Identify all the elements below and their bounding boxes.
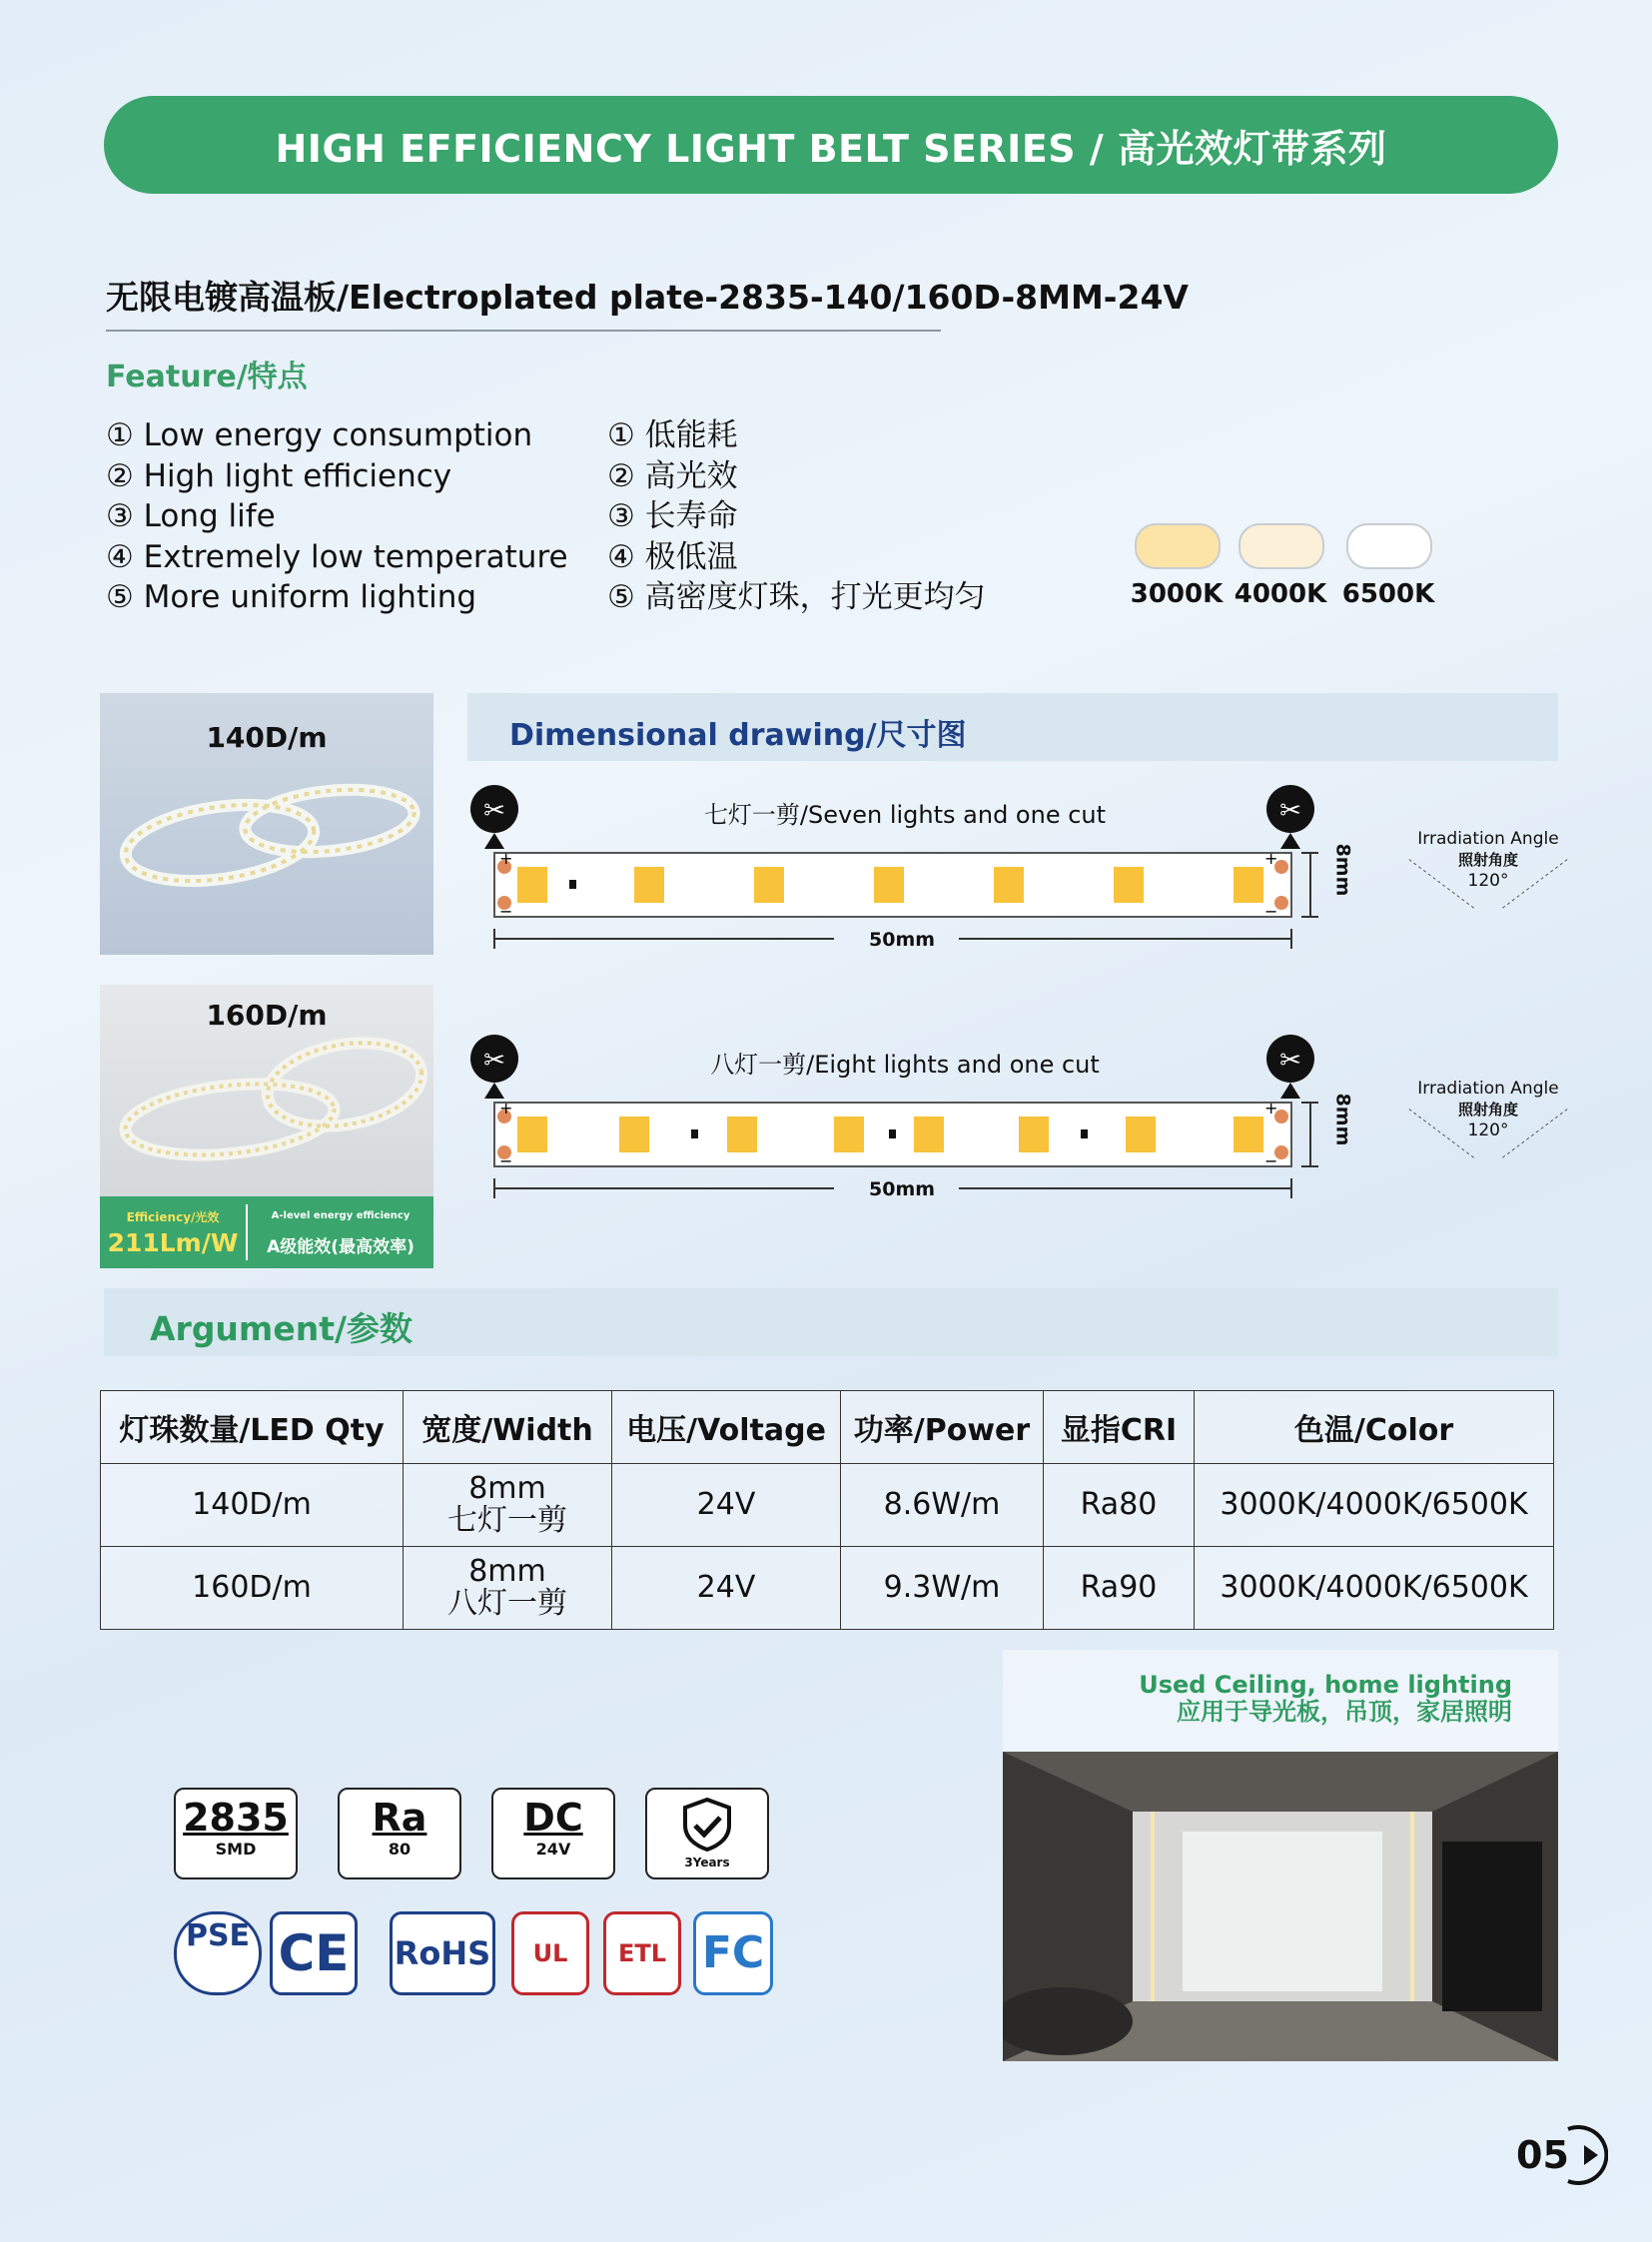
irradiation-angle-value: 120° bbox=[1467, 1121, 1509, 1140]
usage-caption bbox=[1009, 1672, 1512, 1726]
cert-label: RoHS bbox=[394, 1934, 491, 1972]
width-value: 8mm bbox=[468, 1554, 546, 1589]
usage-caption-en: Used Ceiling, home lighting bbox=[1139, 1671, 1512, 1699]
feature-item: ③ Long life bbox=[106, 498, 276, 534]
swatch-label: 4000K bbox=[1234, 579, 1327, 609]
room-scene-image bbox=[1003, 1752, 1558, 2061]
feature-item: ⑤ More uniform lighting bbox=[106, 579, 477, 615]
strip-caption: 八灯一剪/Eight lights and one cut bbox=[710, 1051, 1100, 1079]
feature-item: ④ Extremely low temperature bbox=[106, 538, 568, 575]
column-header: 功率/Power bbox=[841, 1391, 1044, 1464]
ul-cert-icon bbox=[511, 1911, 589, 1995]
led-strip-coil-image bbox=[100, 693, 433, 955]
shield-check-icon bbox=[677, 1796, 737, 1852]
cell-voltage: 24V bbox=[612, 1547, 841, 1630]
page-number: 05 bbox=[1516, 2133, 1569, 2177]
grade-label: A-level energy efficiency bbox=[271, 1210, 411, 1221]
irradiation-angle-diagram bbox=[1388, 1079, 1588, 1141]
badge-main: Ra bbox=[372, 1796, 427, 1840]
interior-photo bbox=[1003, 1752, 1558, 2061]
feature-item: ② 高光效 bbox=[607, 457, 738, 494]
table-row bbox=[101, 1464, 1554, 1547]
cell-qty: 160D/m bbox=[101, 1547, 404, 1630]
color-swatch-3000k bbox=[1135, 523, 1221, 569]
spec-table bbox=[100, 1390, 1554, 1630]
cert-label: UL bbox=[532, 1939, 568, 1967]
svg-text:✂: ✂ bbox=[1279, 796, 1301, 826]
width-label: 8mm bbox=[1331, 843, 1354, 897]
efficiency-value: 211Lm/W bbox=[107, 1228, 239, 1257]
badge-main: DC bbox=[523, 1796, 583, 1840]
dimensional-heading: Dimensional drawing/尺寸图 bbox=[509, 718, 967, 753]
scissors-icon bbox=[470, 785, 518, 849]
cell-voltage: 24V bbox=[612, 1464, 841, 1547]
irradiation-label-zh: 照射角度 bbox=[1457, 851, 1518, 869]
scissors-icon bbox=[470, 1035, 518, 1099]
irradiation-label-en: Irradiation Angle bbox=[1417, 1079, 1559, 1099]
cell-qty: 140D/m bbox=[101, 1464, 404, 1547]
svg-text:✂: ✂ bbox=[483, 796, 505, 826]
irradiation-label-zh: 照射角度 bbox=[1457, 1101, 1518, 1119]
feature-item: ① 低能耗 bbox=[607, 417, 738, 453]
usage-caption-zh: 应用于导光板，吊顶，家居照明 bbox=[1177, 1698, 1512, 1726]
column-header: 色温/Color bbox=[1195, 1391, 1554, 1464]
photo-label: 140D/m bbox=[206, 721, 328, 754]
cell-cri: Ra80 bbox=[1044, 1464, 1195, 1547]
rohs-cert-icon bbox=[390, 1911, 495, 1995]
cell-color: 3000K/4000K/6500K bbox=[1195, 1464, 1554, 1547]
beam-angle-icon bbox=[1388, 1099, 1588, 1158]
svg-text:+: + bbox=[499, 849, 513, 868]
cert-label: FC bbox=[701, 1927, 765, 1978]
svg-text:+: + bbox=[1264, 1099, 1278, 1118]
column-header: 灯珠数量/LED Qty bbox=[101, 1391, 404, 1464]
color-swatch-6500k bbox=[1346, 523, 1432, 569]
length-label: 50mm bbox=[869, 929, 936, 951]
badge-sub: 80 bbox=[388, 1840, 412, 1859]
beam-angle-icon bbox=[1388, 849, 1588, 909]
width-value: 8mm bbox=[468, 1471, 546, 1506]
scissors-icon bbox=[1266, 1035, 1314, 1099]
product-title: 无限电镀高温板/Electroplated plate-2835-140/160D-8MM-24V bbox=[106, 278, 1189, 317]
efficiency-label: Efficiency/光效 bbox=[126, 1210, 220, 1224]
color-swatch-4000k bbox=[1239, 523, 1324, 569]
column-header: 显指CRI bbox=[1044, 1391, 1195, 1464]
pse-cert-icon bbox=[174, 1911, 262, 1995]
cert-label: PSE bbox=[185, 1918, 251, 1953]
cert-label: ETL bbox=[617, 1939, 667, 1967]
svg-text:−: − bbox=[1264, 1151, 1278, 1170]
svg-text:✂: ✂ bbox=[1279, 1046, 1301, 1076]
svg-text:−: − bbox=[499, 902, 513, 921]
cert-label: CE bbox=[278, 1924, 350, 1982]
scissors-icon bbox=[1266, 785, 1314, 849]
column-header: 宽度/Width bbox=[404, 1391, 612, 1464]
strip-caption: 七灯一剪/Seven lights and one cut bbox=[703, 801, 1107, 829]
series-title: HIGH EFFICIENCY LIGHT BELT SERIES / 高光效灯带系列 bbox=[275, 126, 1387, 171]
etl-cert-icon bbox=[603, 1911, 681, 1995]
title-divider bbox=[106, 330, 941, 332]
swatch-label: 3000K bbox=[1130, 579, 1224, 609]
led-strip-coil-image bbox=[100, 985, 433, 1196]
cell-power: 8.6W/m bbox=[841, 1464, 1044, 1547]
irradiation-angle-diagram bbox=[1388, 829, 1588, 892]
efficiency-banner bbox=[100, 1196, 433, 1268]
cell-width bbox=[404, 1547, 612, 1630]
svg-text:−: − bbox=[499, 1151, 513, 1170]
feature-item: ⑤ 高密度灯珠，打光更均匀 bbox=[607, 579, 986, 615]
feature-item: ④ 极低温 bbox=[607, 538, 738, 575]
argument-heading: Argument/参数 bbox=[150, 1309, 413, 1348]
cut-value: 七灯一剪 bbox=[447, 1503, 567, 1538]
table-header-row bbox=[101, 1391, 1554, 1464]
svg-text:+: + bbox=[499, 1099, 513, 1118]
warranty-badge bbox=[645, 1788, 769, 1879]
svg-text:+: + bbox=[1264, 849, 1278, 868]
feature-item: ② High light efficiency bbox=[106, 457, 452, 494]
svg-text:−: − bbox=[1264, 902, 1278, 921]
width-label: 8mm bbox=[1331, 1093, 1354, 1146]
length-label: 50mm bbox=[869, 1178, 936, 1200]
irradiation-angle-value: 120° bbox=[1467, 871, 1509, 891]
cell-power: 9.3W/m bbox=[841, 1547, 1044, 1630]
cut-value: 八灯一剪 bbox=[447, 1586, 567, 1621]
cell-color: 3000K/4000K/6500K bbox=[1195, 1547, 1554, 1630]
series-header-banner bbox=[104, 96, 1558, 194]
smd-badge bbox=[174, 1788, 298, 1879]
cri-badge bbox=[338, 1788, 461, 1879]
feature-heading: Feature/特点 bbox=[106, 360, 308, 394]
feature-list-en bbox=[106, 415, 568, 618]
swatch-label: 6500K bbox=[1341, 579, 1435, 609]
cell-width bbox=[404, 1464, 612, 1547]
irradiation-label-en: Irradiation Angle bbox=[1417, 829, 1559, 849]
voltage-badge bbox=[491, 1788, 615, 1879]
badge-sub: 3Years bbox=[684, 1856, 730, 1869]
badge-main: 2835 bbox=[183, 1796, 289, 1840]
fcc-cert-icon bbox=[693, 1911, 773, 1995]
product-photo-160 bbox=[100, 985, 433, 1268]
badge-sub: 24V bbox=[535, 1840, 571, 1859]
cell-cri: Ra90 bbox=[1044, 1547, 1195, 1630]
feature-item: ① Low energy consumption bbox=[106, 417, 533, 453]
column-header: 电压/Voltage bbox=[612, 1391, 841, 1464]
table-row bbox=[101, 1547, 1554, 1630]
feature-item: ③ 长寿命 bbox=[607, 498, 738, 534]
badge-sub: SMD bbox=[215, 1840, 257, 1859]
page-arrow-icon bbox=[1558, 2123, 1608, 2187]
feature-list-zh bbox=[607, 415, 986, 618]
svg-text:✂: ✂ bbox=[483, 1046, 505, 1076]
photo-label: 160D/m bbox=[206, 999, 328, 1032]
ce-cert-icon bbox=[270, 1911, 358, 1995]
product-photo-140 bbox=[100, 693, 433, 955]
grade-value: A级能效(最高效率) bbox=[267, 1237, 414, 1257]
